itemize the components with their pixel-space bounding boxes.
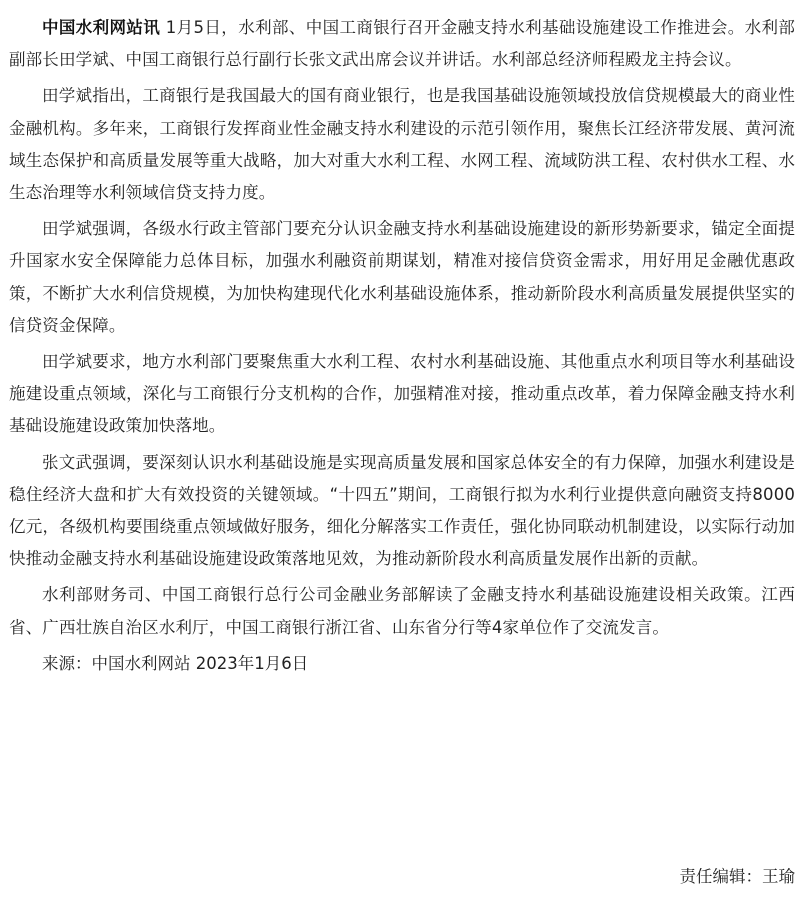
paragraph-6: 水利部财务司、中国工商银行总行公司金融业务部解读了金融支持水利基础设施建设相关政策。江西省、广西壮族自治区水利厅，中国工商银行浙江省、山东省分行等4家单位作了交流发言。 xyxy=(9,585,795,637)
paragraph-1-text: 1月5日，水利部、中国工商银行召开金融支持水利基础设施建设工作推进会。水利部副部长田学斌、中国工商银行总行副行长张文武出席会议并讲话。水利部总经济师程殿龙主持会议。 xyxy=(9,18,795,70)
paragraph-3: 田学斌强调，各级水行政主管部门要充分认识金融支持水利基础设施建设的新形势新要求，锚定全面提升国家水安全保障能力总体目标，加强水利融资前期谋划，精准对接信贷资金需求，用好用足金融优惠政策，不断扩大水利信贷规模，为加快构建现代化水利基础设施体系，推动新阶段水利高质量发展提供坚实的信贷资金保障。 xyxy=(9,219,795,335)
editor-credit: 责任编辑：王瑜 xyxy=(679,867,795,886)
lead-label: 中国水利网站讯 xyxy=(42,18,161,37)
paragraph-4: 田学斌要求，地方水利部门要聚焦重大水利工程、农村水利基础设施、其他重点水利项目等水利基础设施建设重点领域，深化与工商银行分支机构的合作，加强精准对接，推动重点改革，着力保障金融支持水利基础设施建设政策加快落地。 xyxy=(9,352,795,436)
paragraph-1 xyxy=(9,12,795,76)
source-line: 来源：中国水利网站 2023年1月6日 xyxy=(42,653,309,673)
paragraph-2: 田学斌指出，工商银行是我国最大的国有商业银行，也是我国基础设施领域投放信贷规模最大的商业性金融机构。多年来，工商银行发挥商业性金融支持水利建设的示范引领作用，聚焦长江经济带发展、黄河流域生态保护和高质量发展等重大战略，加大对重大水利工程、水网工程、流域防洪工程、农村供水工程、水生态治理等水利领域信贷支持力度。 xyxy=(9,86,795,203)
paragraph-5: 张文武强调，要深刻认识水利基础设施是实现高质量发展和国家总体安全的有力保障，加强水利建设是稳住经济大盘和扩大有效投资的关键领域。“十四五”期间，工商银行拟为水利行业提供意向融资支持8000亿元，各级机构要围绕重点领域做好服务，细化分解落实工作责任，强化协同联动机制建设，以实际行动加快推动金融支持水利基础设施建设政策落地见效，为推动新阶段水利高质量发展作出新的贡献。 xyxy=(9,452,795,569)
